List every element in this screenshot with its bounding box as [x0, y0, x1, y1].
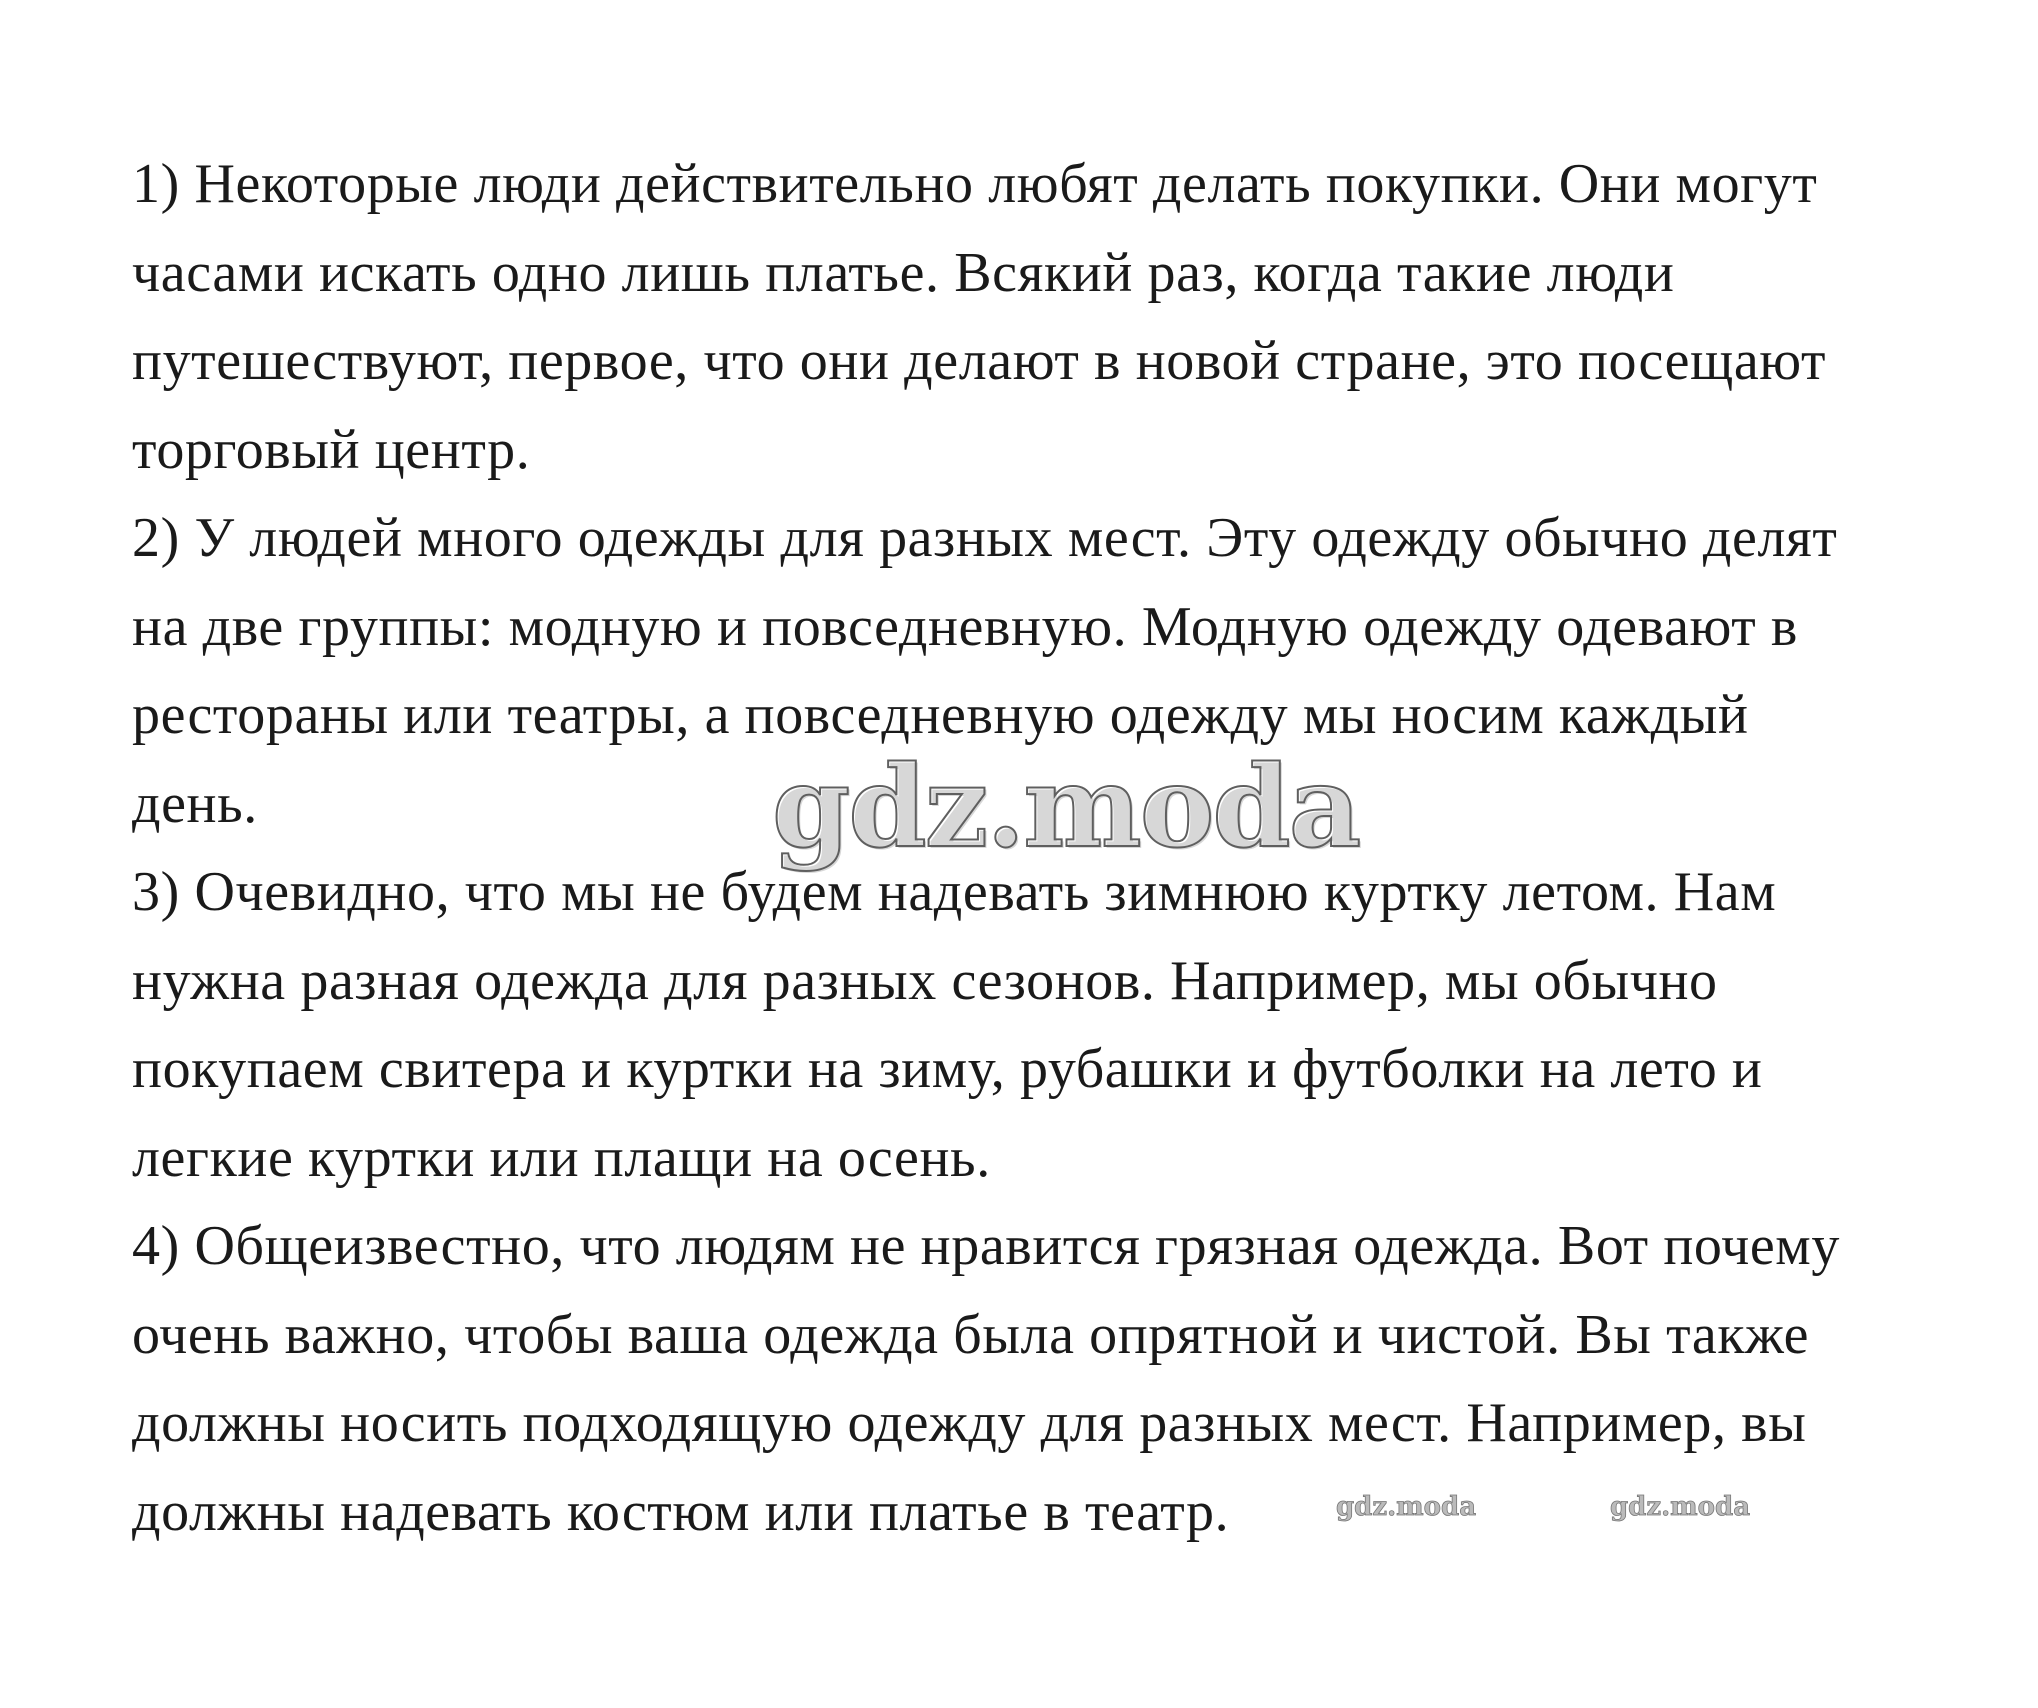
text-line: часами искать одно лишь платье. Всякий раз, когда такие люди [132, 241, 1675, 304]
text-line: очень важно, чтобы ваша одежда была опрятной и чистой. Вы также [132, 1303, 1810, 1366]
text-line: должны надевать костюм или платье в театр. [132, 1480, 1230, 1543]
watermark-small: gdz.moda [1336, 1492, 1477, 1522]
text-line: 1) Некоторые люди действительно любят делать покупки. Они могут [132, 153, 1818, 215]
watermark-small: gdz.moda [1610, 1492, 1751, 1522]
text-line: на две группы: модную и повседневную. Модную одежду одевают в [132, 595, 1798, 658]
watermark-large: gdz.moda [772, 742, 1360, 873]
text-line: нужна разная одежда для разных сезонов. Например, мы обычно [132, 949, 1718, 1012]
text-line: торговый центр. [132, 418, 531, 481]
text-line: 3) Очевидно, что мы не будем надевать зимнюю куртку летом. Нам [132, 861, 1777, 923]
text-line: легкие куртки или плащи на осень. [132, 1126, 991, 1189]
text-line: 4) Общеизвестно, что людям не нравится грязная одежда. Вот почему [132, 1215, 1840, 1277]
text-line: 2) У людей много одежды для разных мест. Эту одежду обычно делят [132, 507, 1838, 569]
text-line: рестораны или театры, а повседневную одежду мы носим каждый [132, 684, 1749, 746]
text-line: должны носить подходящую одежду для разных мест. Например, вы [132, 1392, 1807, 1454]
text-line: покупаем свитера и куртки на зиму, рубашки и футболки на лето и [132, 1038, 1763, 1100]
text-line: день. [132, 772, 258, 835]
text-line: путешествуют, первое, что они делают в новой стране, это посещают [132, 330, 1827, 392]
